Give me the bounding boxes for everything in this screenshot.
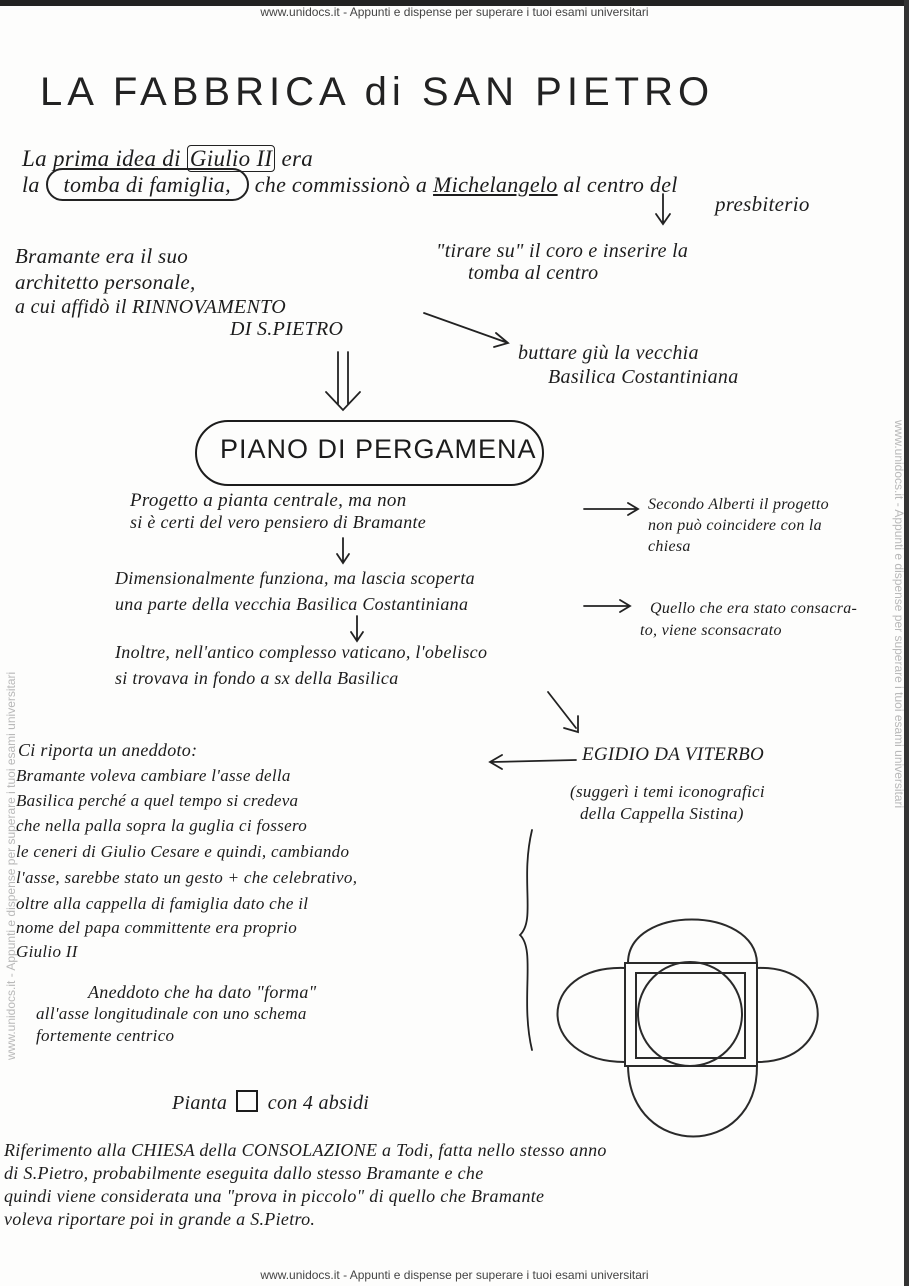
aneddoto-line-5: le ceneri di Giulio Cesare e quindi, cambiando bbox=[16, 842, 350, 861]
progetto-line-1: Progetto a pianta centrale, ma non bbox=[130, 490, 407, 511]
left-side-watermark: www.unidocs.it - Appunti e dispense per superare i tuoi esami universitari bbox=[4, 671, 18, 1060]
double-arrow-down bbox=[326, 352, 360, 410]
header-watermark: www.unidocs.it - Appunti e dispense per superare i tuoi esami universitari bbox=[260, 5, 649, 19]
arrow-to-consacrato bbox=[584, 600, 630, 612]
forma-line-1: Aneddoto che ha dato "forma" bbox=[88, 982, 317, 1002]
buttare-line-2: Basilica Costantiniana bbox=[548, 366, 739, 388]
intro-line-3: presbiterio bbox=[715, 192, 810, 216]
arrow-to-aneddoto bbox=[490, 755, 576, 769]
riferimento-line-4: voleva riportare poi in grande a S.Pietro. bbox=[4, 1209, 316, 1229]
arrow-to-obelisco bbox=[351, 616, 363, 641]
aneddoto-line-9: Giulio II bbox=[16, 942, 78, 961]
obelisco-line-2: si trovava in fondo a sx della Basilica bbox=[115, 668, 399, 688]
pianta-label: Pianta con 4 absidi bbox=[172, 1092, 370, 1114]
aneddoto-line-8: nome del papa committente era proprio bbox=[16, 918, 298, 937]
egidio-line-1: EGIDIO DA VITERBO bbox=[582, 744, 765, 765]
forma-line-2: all'asse longitudinale con uno schema bbox=[36, 1004, 307, 1023]
bramante-line-3: a cui affidò il RINNOVAMENTO bbox=[15, 296, 286, 318]
alberti-line-2: non può coincidere con la bbox=[648, 517, 822, 534]
intro-line-1: La prima idea di Giulio II era bbox=[22, 146, 314, 171]
alberti-line-1: Secondo Alberti il progetto bbox=[648, 496, 829, 513]
egidio-line-2: (suggerì i temi iconografici bbox=[570, 782, 765, 801]
dimensional-line-1: Dimensionalmente funziona, ma lascia scoperta bbox=[115, 568, 475, 588]
coro-line-1: "tirare su" il coro e inserire la bbox=[436, 240, 689, 262]
obelisco-line-1: Inoltre, nell'antico complesso vaticano, l'obelisco bbox=[115, 642, 488, 662]
tomba-oval: tomba di famiglia, bbox=[46, 168, 249, 201]
down-arrow-presbiterio bbox=[656, 194, 670, 224]
buttare-line-1: buttare giù la vecchia bbox=[518, 342, 699, 364]
arrow-to-egidio bbox=[548, 692, 578, 732]
riferimento-line-3: quindi viene considerata una "prova in piccolo" di quello che Bramante bbox=[4, 1186, 545, 1206]
giulio-box: Giulio II bbox=[187, 145, 276, 172]
arrow-to-buttare bbox=[424, 313, 508, 347]
aneddoto-line-2: Bramante voleva cambiare l'asse della bbox=[16, 766, 291, 785]
aneddoto-line-1: Ci riporta un aneddoto: bbox=[18, 740, 198, 760]
michelangelo-name: Michelangelo bbox=[433, 172, 558, 197]
riferimento-line-2: di S.Pietro, probabilmente eseguita dallo stesso Bramante e che bbox=[4, 1163, 484, 1183]
aneddoto-line-6: l'asse, sarebbe stato un gesto + che celebrativo, bbox=[16, 868, 358, 887]
right-side-watermark: www.unidocs.it - Appunti e dispense per superare i tuoi esami universitari bbox=[892, 420, 906, 809]
alberti-line-3: chiesa bbox=[648, 538, 691, 555]
arrow-to-alberti bbox=[584, 503, 638, 515]
aneddoto-line-3: Basilica perché a quel tempo si credeva bbox=[16, 791, 299, 810]
consacrato-line-1: Quello che era stato consacra- bbox=[650, 600, 858, 617]
brace bbox=[520, 830, 532, 1050]
riferimento-line-1: Riferimento alla CHIESA della CONSOLAZIONE a Todi, fatta nello stesso anno bbox=[4, 1140, 607, 1160]
progetto-line-2: si è certi del vero pensiero di Bramante bbox=[130, 512, 427, 532]
bramante-line-2: architetto personale, bbox=[15, 270, 196, 294]
arrow-to-dimensional bbox=[337, 538, 349, 563]
aneddoto-line-4: che nella palla sopra la guglia ci fossero bbox=[16, 816, 308, 835]
forma-line-3: fortemente centrico bbox=[36, 1026, 175, 1045]
dimensional-line-2: una parte della vecchia Basilica Costantiniana bbox=[115, 594, 469, 614]
bramante-line-1: Bramante era il suo bbox=[15, 244, 189, 268]
consacrato-line-2: to, viene sconsacrato bbox=[640, 622, 782, 639]
page-title: LA FABBRICA di SAN PIETRO bbox=[40, 70, 715, 114]
egidio-line-3: della Cappella Sistina) bbox=[580, 804, 744, 823]
intro-line-2: la tomba di famiglia, che commissionò a Michelangelo al centro del bbox=[22, 172, 678, 198]
aneddoto-line-7: oltre alla cappella di famiglia dato che il bbox=[16, 894, 309, 913]
piano-title: PIANO DI PERGAMENA bbox=[220, 434, 537, 464]
coro-line-2: tomba al centro bbox=[468, 262, 599, 284]
church-plan-drawing bbox=[558, 920, 818, 1137]
bramante-line-4: DI S.PIETRO bbox=[230, 318, 344, 340]
footer-watermark: www.unidocs.it - Appunti e dispense per superare i tuoi esami universitari bbox=[260, 1268, 649, 1282]
